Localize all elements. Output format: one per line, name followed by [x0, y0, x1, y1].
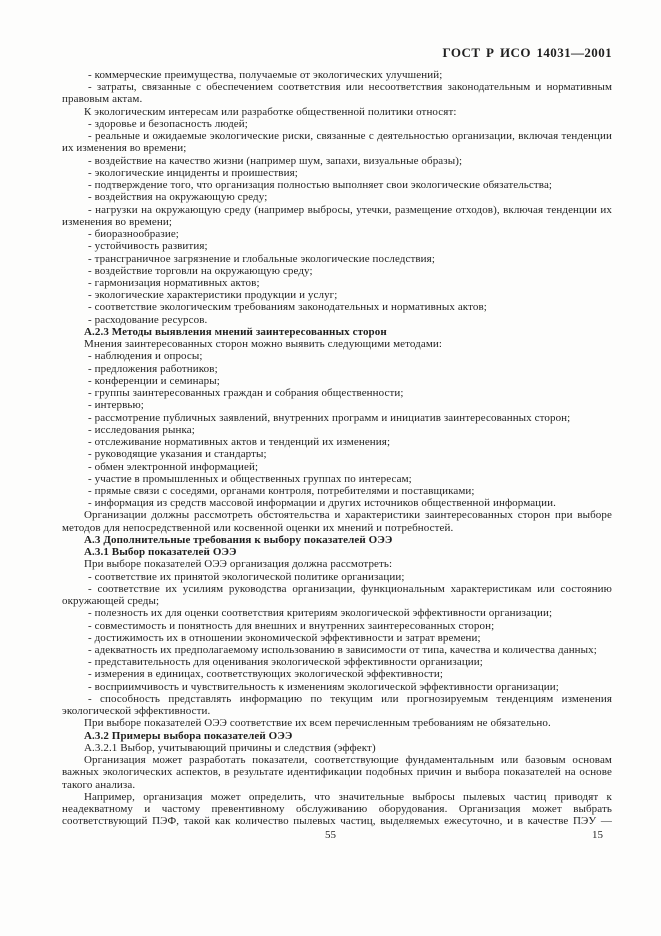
list-item: - биоразнообразие;	[88, 228, 179, 241]
list-item: - подтверждение того, что организация полностью выполняет свои экологические обязательства;	[88, 179, 553, 192]
list-item: - нагрузки на окружающую среду (например выбросы, утечки, размещение отходов), включая тенденции их изменения во времени;	[62, 203, 612, 228]
list-item: - отслеживание нормативных актов и тенденций их изменения;	[88, 436, 391, 449]
list-item: - совместимость и понятность для внешних и внутренних заинтересованных сторон;	[88, 619, 495, 632]
list-item: - интервью;	[88, 399, 144, 412]
list-item: - конференции и семинары;	[88, 374, 220, 387]
list-item: - наблюдения и опросы;	[88, 350, 203, 363]
list-item: - предложения работников;	[88, 362, 218, 375]
list-item: - обмен электронной информацией;	[88, 460, 259, 473]
section-heading: А.3.2 Примеры выбора показателей ОЭЭ	[84, 729, 293, 742]
list-item: - здоровье и безопасность людей;	[88, 117, 248, 130]
list-item: - соответствие их усилиям руководства организации, функциональным характеристикам или состоянию окружающей среды;	[62, 582, 612, 608]
list-item: - устойчивость развития;	[88, 240, 208, 253]
list-item: - соответствие их принятой экологической политике организации;	[88, 570, 405, 583]
paragraph: Например, организация может определить, что значительные выбросы пылевых частиц приводят к неадекватному и частому превентивному обслуживанию оборудования. Организация может выбрать соответствующий ПЭФ, такой как количество пылевых частиц, выделяемых ежесуточно, и в качестве ПЭУ —	[62, 790, 612, 828]
list-item: - реальные и ожидаемые экологические риски, связанные с деятельностью организации, включая тенденции их изменения во времени;	[62, 130, 612, 155]
paragraph: При выборе показателей ОЭЭ соответствие их всем перечисленным требованиям не обязательно.	[84, 717, 551, 730]
list-item: - трансграничное загрязнение и глобальные экологические последствия;	[88, 252, 435, 265]
list-item: - гармонизация нормативных актов;	[88, 276, 260, 289]
standard-designation-header: ГОСТ Р ИСО 14031—2001	[442, 45, 612, 60]
list-item: - руководящие указания и стандарты;	[88, 448, 267, 461]
section-heading: А.2.3 Методы выявления мнений заинтересованных сторон	[84, 325, 387, 338]
document-body	[62, 69, 612, 828]
page-number-center: 55	[325, 829, 336, 841]
list-item: - способность представлять информацию по текущим или прогнозируемым тенденциям изменения экологической эффективности.	[62, 692, 612, 718]
list-item: - участие в промышленных и общественных группах по интересам;	[88, 472, 412, 485]
paragraph: При выборе показателей ОЭЭ организация должна рассмотреть:	[84, 558, 393, 571]
list-item: - исследования рынка;	[88, 423, 195, 436]
page-number-right: 15	[592, 829, 603, 841]
section-heading: А.3 Дополнительные требования к выбору показателей ОЭЭ	[84, 533, 393, 546]
list-item: - экологические характеристики продукции и услуг;	[88, 289, 338, 302]
paragraph: Мнения заинтересованных сторон можно выявить следующими методами:	[84, 338, 443, 351]
list-item: - восприимчивость и чувствительность к изменениям экологической эффективности организации;	[88, 680, 559, 693]
section-heading: А.3.1 Выбор показателей ОЭЭ	[84, 546, 237, 559]
list-item: - расходование ресурсов.	[88, 313, 208, 326]
list-item: - воздействия на окружающую среду;	[88, 191, 268, 204]
paragraph: Организации должны рассмотреть обстоятельства и характеристики заинтересованных сторон при выборе методов для непосредственной или косвенной оценки их мнений и потребностей.	[62, 509, 612, 534]
list-item: - представительность для оценивания экологической эффективности организации;	[88, 656, 483, 669]
list-item: - группы заинтересованных граждан и собрания общественности;	[88, 387, 404, 400]
list-item: - адекватность их предполагаемому использованию в зависимости от типа, качества и количества данных;	[88, 644, 597, 657]
list-item: - рассмотрение публичных заявлений, внутренних программ и инициатив заинтересованных сторон;	[88, 411, 571, 424]
list-item: - полезность их для оценки соответствия критериям экологической эффективности организации;	[88, 607, 553, 620]
list-item: - затраты, связанные с обеспечением соответствия или несоответствия законодательным и нормативным правовым актам.	[62, 81, 612, 106]
list-item: - прямые связи с соседями, органами контроля, потребителями и поставщиками;	[88, 484, 475, 497]
list-item: - соответствие экологическим требованиям законодательных и нормативных актов;	[88, 301, 487, 314]
list-item: - воздействие на качество жизни (например шум, запахи, визуальные образы);	[88, 154, 463, 167]
list-item: - достижимость их в отношении экономической эффективности и затрат времени;	[88, 631, 481, 644]
paragraph: А.3.2.1 Выбор, учитывающий причины и следствия (эффект)	[84, 741, 376, 754]
paragraph: К экологическим интересам или разработке общественной политики относят:	[84, 105, 457, 118]
list-item: - информация из средств массовой информации и других источников общественной информации.	[88, 497, 556, 510]
list-item: - воздействие торговли на окружающую среду;	[88, 264, 313, 277]
list-item: - измерения в единицах, соответствующих экологической эффективности;	[88, 668, 443, 681]
list-item: - экологические инциденты и проишествия;	[88, 166, 298, 179]
paragraph: Организация может разработать показатели, соответствующие фундаментальным или базовым основам важных экологических аспектов, в результате идентификации подобных причин и выбора показателей на основе такого анализа.	[62, 754, 612, 791]
list-item: - коммерческие преимущества, получаемые от экологических улучшений;	[88, 69, 443, 81]
